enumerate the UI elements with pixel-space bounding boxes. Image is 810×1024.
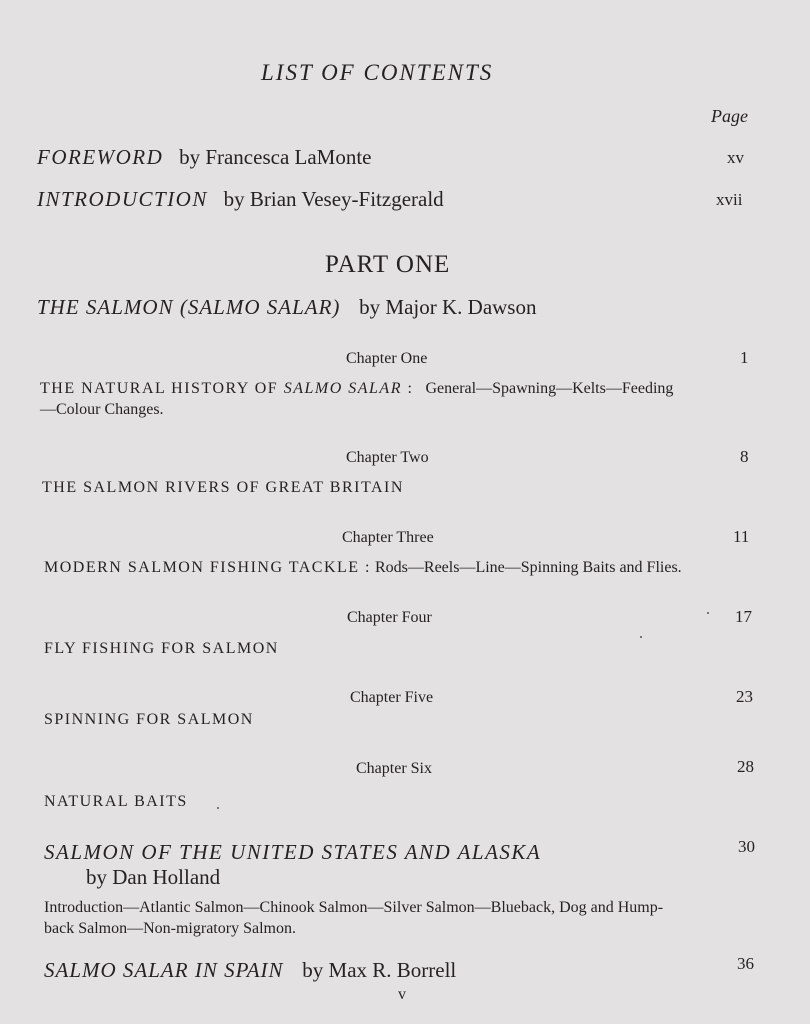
page-column-label: Page [711, 106, 748, 126]
chapter-label: Chapter Two [346, 449, 429, 466]
page-number: xv [727, 148, 744, 167]
chapter-label: Chapter Four [347, 609, 432, 626]
page-number: 23 [736, 687, 753, 706]
section-byline: by Max R. Borrell [302, 958, 457, 982]
paper-speck [707, 612, 709, 614]
page-number: 17 [735, 607, 752, 626]
chapter-description: Rods—Reels—Line—Spinning Baits and Flies. [375, 559, 682, 576]
chapter-description: General—Spawning—Kelts—Feeding [425, 380, 674, 397]
chapter-description: —Colour Changes. [40, 401, 164, 418]
entry-byline: by Brian Vesey-Fitzgerald [223, 187, 444, 211]
page-number: 28 [737, 757, 754, 776]
toc-entry-introduction [37, 187, 444, 212]
chapter-label: Chapter One [346, 350, 428, 367]
chapter-title: FLY FISHING FOR SALMON [44, 640, 279, 657]
section-description: back Salmon—Non-migratory Salmon. [44, 920, 296, 937]
toc-entry-foreword [37, 145, 372, 170]
chapter-label: Chapter Five [350, 689, 434, 706]
chapter-label: Chapter Three [342, 529, 434, 546]
section-description: Introduction—Atlantic Salmon—Chinook Salmon—Silver Salmon—Blueback, Dog and Hump- [44, 899, 664, 916]
page-number: xvii [716, 190, 743, 209]
section-title-salmon: THE SALMON (SALMO SALAR) by Major K. Dawson [37, 295, 537, 319]
chapter-title: THE SALMON RIVERS OF GREAT BRITAIN [42, 479, 404, 496]
section-title-united-states: SALMON OF THE UNITED STATES AND ALASKA [44, 840, 542, 864]
entry-title: FOREWORD [37, 145, 164, 169]
part-heading: PART ONE [325, 251, 451, 278]
entry-title: INTRODUCTION [37, 187, 208, 211]
page-number: 36 [737, 954, 754, 973]
chapter-title: MODERN SALMON FISHING TACKLE : Rods—Reels—Line—Spinning Baits and Flies. [44, 559, 682, 576]
page-title: LIST OF CONTENTS [261, 60, 494, 85]
folio: v [398, 986, 406, 1003]
page-number: 11 [733, 527, 750, 546]
chapter-title: SPINNING FOR SALMON [44, 711, 254, 728]
section-title-spain: SALMO SALAR IN SPAIN by Max R. Borrell [44, 958, 457, 982]
page-number: 1 [740, 348, 749, 367]
page-number: 30 [738, 837, 755, 856]
chapter-title: NATURAL BAITS [44, 793, 188, 810]
page-number: 8 [740, 447, 749, 466]
section-byline: by Major K. Dawson [359, 295, 537, 319]
paper-speck [640, 636, 642, 638]
chapter-title: THE NATURAL HISTORY OF SALMO SALAR : General—Spawning—Kelts—Feeding [40, 380, 674, 397]
entry-byline: by Francesca LaMonte [179, 145, 372, 169]
section-byline: by Dan Holland [86, 865, 221, 889]
chapter-label: Chapter Six [356, 760, 432, 777]
paper-speck [217, 807, 219, 809]
